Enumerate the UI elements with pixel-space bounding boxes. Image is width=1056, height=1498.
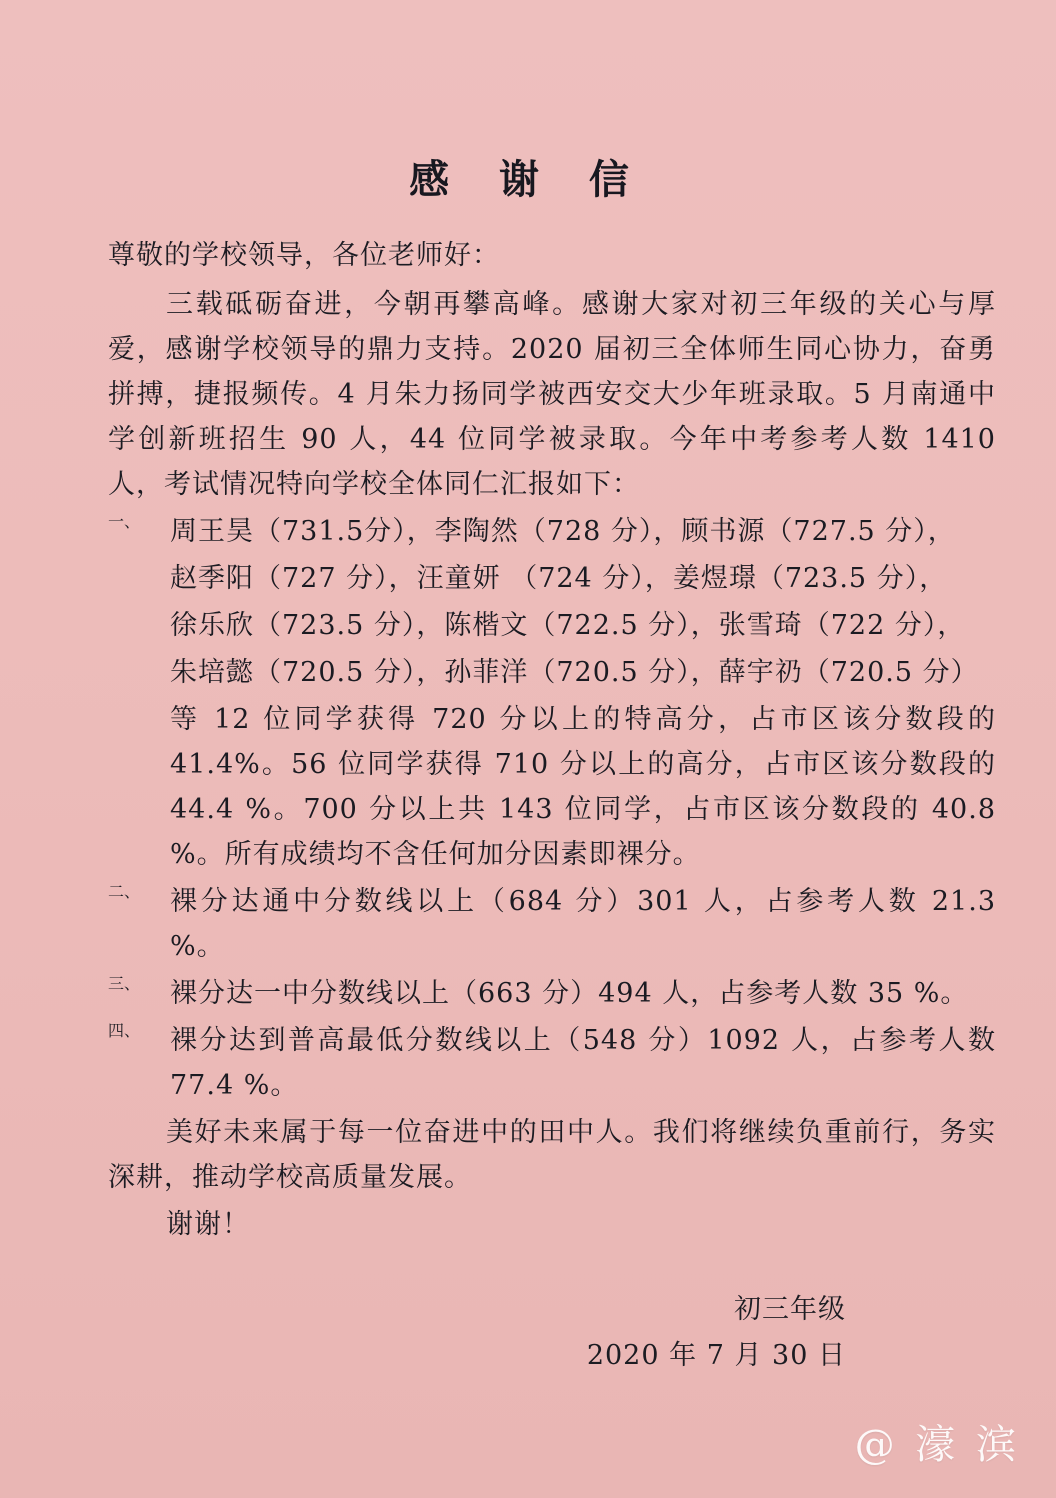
name-line: 朱培懿（720.5 分），孙菲洋（720.5 分），薛宇礽（720.5 分） [170,657,979,688]
item-text: 裸分达到普高最低分数线以上（548 分）1092 人，占参考人数 77.4 %。 [170,1025,996,1101]
intro-paragraph: 三载砥砺奋进，今朝再攀高峰。感谢大家对初三年级的关心与厚爱，感谢学校领导的鼎力支持。2020 届初三全体师生同心协力，奋勇拼搏，捷报频传。4 月朱力扬同学被西安交大少年班录取。5 月南通中学创新班招生 90 人，44 位同学被录取。今年中考参考人数 1410 人，考试情况特向学校全体同仁汇报如下： [108,289,996,500]
item-content [170,971,996,1018]
item-label: 四、 [108,1021,141,1040]
letter-body [0,205,1056,1379]
signature-date: 2020 年 7 月 30 日 [586,1340,846,1371]
list-item [108,509,996,879]
item-text: 裸分达一中分数线以上（663 分）494 人，占参考人数 35 %。 [170,978,969,1009]
list-item [108,879,996,971]
item-label: 一、 [108,512,141,531]
item-content [170,1018,996,1110]
salutation: 尊敬的学校领导，各位老师好： [108,240,500,271]
page-title: 感 谢 信 [409,156,647,203]
item-content [170,879,996,971]
name-line: 徐乐欣（723.5 分），陈楷文（722.5 分），张雪琦（722 分）， [170,610,966,641]
item-text: 裸分达通中分数线以上（684 分）301 人，占参考人数 21.3 %。 [170,886,996,962]
thanks-line: 谢谢！ [166,1209,250,1240]
signature-block [108,1287,996,1379]
list-item [108,971,996,1018]
item-content [170,509,996,879]
closing-paragraph: 美好未来属于每一位奋进中的田中人。我们将继续负重前行，务实深耕，推动学校高质量发展。 [108,1117,996,1193]
signature-name: 初三年级 [734,1294,846,1325]
list-item [108,1018,996,1110]
name-line: 赵季阳（727 分），汪童妍 （724 分），姜煜璟（723.5 分）， [170,563,948,594]
item-text: 等 12 位同学获得 720 分以上的特高分，占市区该分数段的 41.4%。56 位同学获得 710 分以上的高分，占市区该分数段的 44.4 %。700 分以上共 143 位同学，占市区该分数段的 40.8 %。所有成绩均不含任何加分因素即裸分。 [170,704,996,870]
item-label: 二、 [108,882,141,901]
item-label: 三、 [108,974,141,993]
watermark: @ 濠 滨 [854,1422,1020,1468]
name-line: 周王昊（731.5分），李陶然（728 分），顾书源（727.5 分）， [170,516,956,547]
